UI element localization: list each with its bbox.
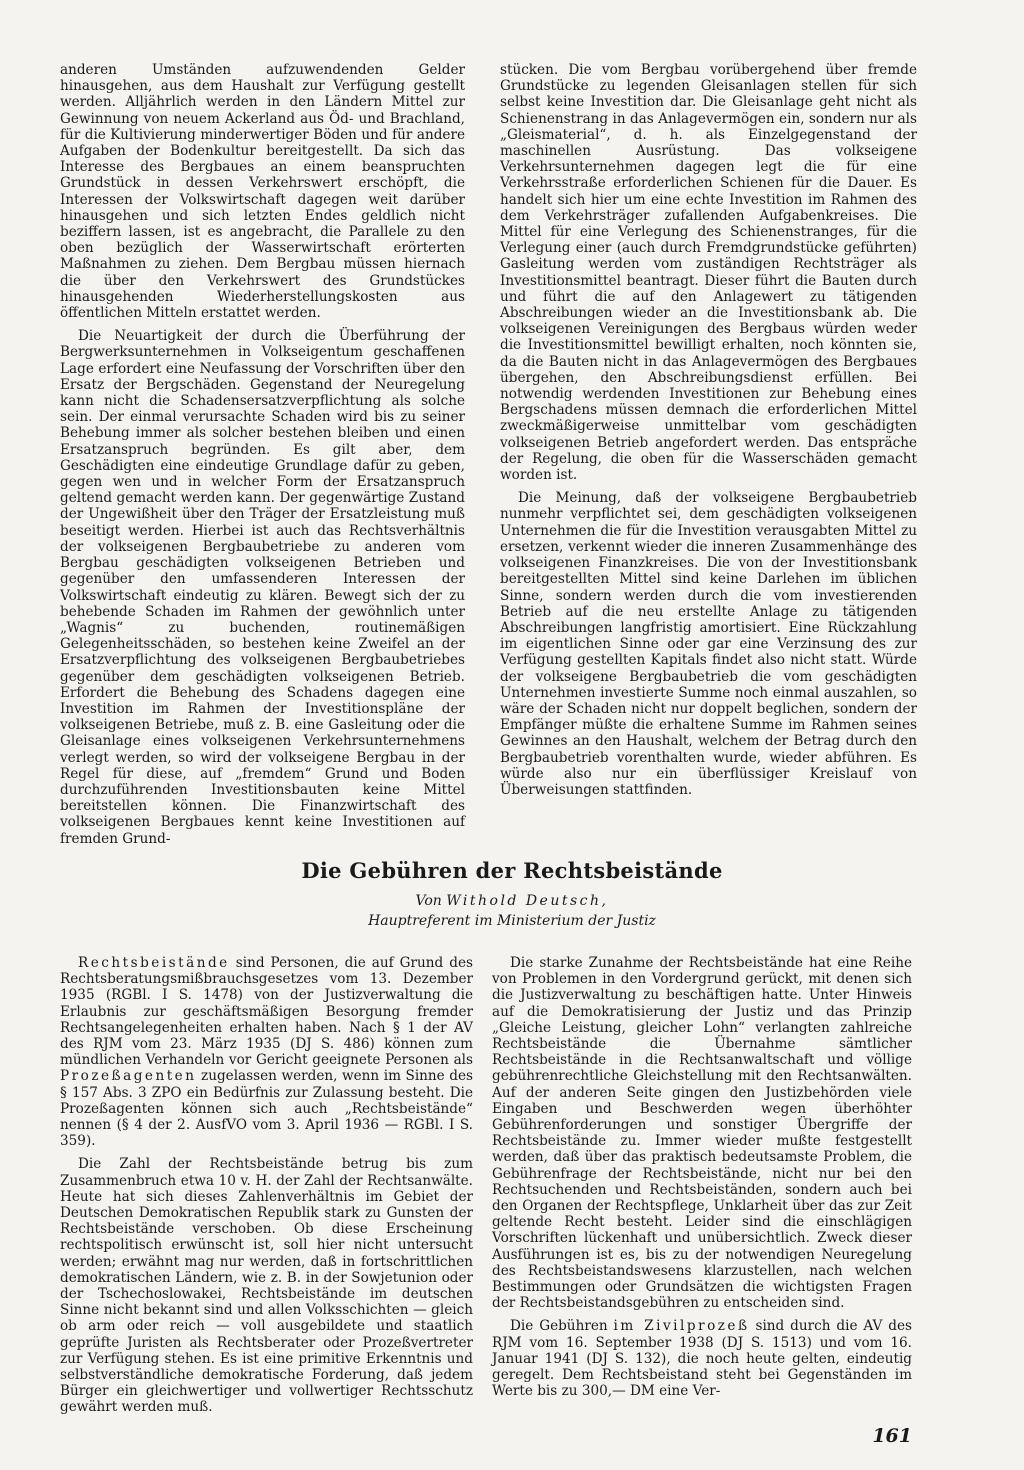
paragraph-text: sind durch die AV des RJM vom 16. September 1938 (DJ S. 1513) und vom 16. Januar 1941 (DJ S. 132), die noch heute gelten, eindeutig geregelt. Dem Rechtsbeistand steht bei Gegenständen im Werte bis zu 300,— DM eine Ver- <box>492 1318 912 1400</box>
paragraph: Die Zahl der Rechtsbeistände betrug bis zum Zusammenbruch etwa 10 v. H. der Zahl der Rechtsanwälte. Heute hat sich dieses Zahlenverhältnis im Gebiet der Deutschen Demokratischen Republik stark zu Gunsten der Rechtsbeistände verschoben. Ob diese Erscheinung rechtspolitisch erwünscht ist, soll hier nicht untersucht werden; erwähnt mag nur werden, daß in fortschrittlichen demokratischen Ländern, wie z. B. in der Sowjetunion oder der Tschechoslowakei, Rechtsbeistände im deutschen Sinne nicht bekannt sind und allen Volksschichten — gleich ob arm oder reich — voll ausgebildete und staatlich geprüfte Juristen als Rechtsberater oder Prozeßvertreter zur Verfügung stehen. Es ist eine primitive Erkenntnis und selbstverständliche demokratische Forderung, daß jedem Bürger ein gleichwertiger und vollwertiger Rechtsschutz gewährt werden muß. <box>60 1156 473 1416</box>
top-right-column <box>500 62 917 805</box>
term-prozessagenten: Prozeßagenten <box>60 1068 197 1085</box>
author-line <box>0 891 1024 911</box>
bottom-left-column <box>60 955 473 1423</box>
author-position: Hauptreferent im Ministerium der Justiz <box>368 913 656 929</box>
author-prefix: Von <box>415 893 442 909</box>
term-rechtsbeistaende: Rechtsbeistände <box>78 955 230 971</box>
article-byline <box>0 891 1024 931</box>
paragraph-text: zugelassen werden, wenn im Sinne des § 157 Abs. 3 ZPO ein Bedürfnis zur Zulassung besteht. Die Prozeßagenten können sich auch „Rechtsbeistände“ nennen (§ 4 der 2. AusfVO vom 3. April 1936 — RGBl. I S. 359). <box>60 1068 473 1150</box>
paragraph <box>492 1318 912 1399</box>
paragraph: anderen Umständen aufzuwendenden Gelder hinausgehen, aus dem Haushalt zur Verfügung gestellt werden. Alljährlich werden in den Ländern Mittel zur Gewinnung von neuem Ackerland aus Öd- und Brachland, für die Kultivierung minderwertiger Böden und für andere Aufgaben der Bodenkultur bereitgestellt. Da sich das Interesse des Bergbaues an einem beanspruchten Grundstück in dessen Verkehrswert erschöpft, die Interessen der Volkswirtschaft dagegen weit darüber hinausgehen und sich letzten Endes geldlich nicht beziffern lassen, ist es angebracht, die Parallele zu den oben bezüglich der Wasserwirtschaft erörterten Maßnahmen zu ziehen. Dem Bergbau müssen hiernach die über den Verkehrswert des Grundstückes hinausgehenden Wiederherstellungskosten aus öffentlichen Mitteln erstattet werden. <box>60 62 465 322</box>
paragraph <box>60 955 473 1149</box>
article-title: Die Gebühren der Rechtsbeistände <box>301 858 723 883</box>
paragraph-text: Die Gebühren <box>510 1318 614 1335</box>
author-name: Withold Deutsch, <box>446 893 609 909</box>
bottom-right-column <box>492 955 912 1406</box>
page-number: 161 <box>872 1425 912 1447</box>
term-zivilprozess: im Zivilprozeß <box>613 1318 750 1335</box>
paragraph-text: sind Personen, die auf Grund des Rechtsberatungsmißbrauchsgesetzes vom 13. Dezember 1935 (RGBl. I S. 1478) von der Justizverwaltung die Erlaubnis zur geschäftsmäßigen Besorgung fremder Rechtsangelegenheiten erhalten haben. Nach § 1 der AV des RJM vom 23. März 1935 (DJ S. 486) können zum mündlichen Verhandeln vor Gericht geeignete Personen als <box>60 955 473 1069</box>
paragraph: Die starke Zunahme der Rechtsbeistände hat eine Reihe von Problemen in den Vordergrund gerückt, mit denen sich die Justizverwaltung zu beschäftigen hatte. Unter Hinweis auf die Demokratisierung der Justiz und das Prinzip „Gleiche Leistung, gleicher Lohn“ verlangten zahlreiche Rechtsbeistände die Übernahme sämtlicher Rechtsbeistände in die Rechtsanwaltschaft und völlige gebührenrechtliche Gleichstellung mit den Rechtsanwälten. Auf der anderen Seite gingen den Justizbehörden viele Eingaben und Beschwerden wegen überhöhter Gebührenforderungen und sonstiger Übergriffe der Rechtsbeistände zu. Immer wieder mußte festgestellt werden, daß über das praktisch bedeutsamste Problem, die Gebührenfrage der Rechtsbeistände, nicht nur bei den Rechtsuchenden und Rechtsbeiständen, sondern auch bei den Organen der Rechtspflege, Unklarheit über das zur Zeit geltende Recht besteht. Leider sind die einschlägigen Vorschriften lückenhaft und unübersichtlich. Zweck dieser Ausführungen ist es, bis zu der notwendigen Neuregelung des Rechtsbeistandswesens klarzustellen, nach welchen Bestimmungen oder Grundsätzen die wichtigsten Fragen der Rechtsbeistandsgebühren zu entscheiden sind. <box>492 955 912 1312</box>
paragraph: Die Neuartigkeit der durch die Überführung der Bergwerksunternehmen in Volkseigentum geschaffenen Lage erfordert eine Neufassung der Vorschriften über den Ersatz der Bergschäden. Gegenstand der Neuregelung kann nicht die Schadensersatzverpflichtung als solche sein. Der einmal verursachte Schaden wird bis zu seiner Behebung immer als solcher bestehen bleiben und einen Ersatzanspruch begründen. Es gilt aber, dem Geschädigten eine eindeutige Grundlage dafür zu geben, gegen wen und in welcher Form der Ersatzanspruch geltend gemacht werden kann. Der gegenwärtige Zustand der Ungewißheit über den Träger der Ersatzleistung muß beseitigt werden. Hierbei ist auch das Rechtsverhältnis der volkseigenen Bergbaubetriebe zu anderen vom Bergbau geschädigten volkseigenen Betrieben und gegenüber den umfassenderen Interessen der Volkswirtschaft eindeutig zu klären. Bewegt sich der zu behebende Schaden im Rahmen der gewöhnlich unter „Wagnis“ zu buchenden, routinemäßigen Gelegenheitsschäden, so bestehen keine Zweifel an der Ersatzverpflichtung des volkseigenen Bergbaubetriebes gegenüber dem geschädigten volkseigenen Betrieb. Erfordert die Behebung des Schadens dagegen eine Investition im Rahmen der Investitionspläne der volkseigenen Betriebe, muß z. B. eine Gasleitung oder die Gleisanlage eines volkseigenen Verkehrsunternehmens verlegt werden, so wird der volkseigene Bergbau in der Regel für diese, auf „fremdem“ Grund und Boden durchzuführenden Investitionsbauten keine Mittel bereitstellen können. Die Finanzwirtschaft des volkseigenen Bergbaues kennt keine Investitionen auf fremden Grund- <box>60 328 465 847</box>
paragraph: Die Meinung, daß der volkseigene Bergbaubetrieb nunmehr verpflichtet sei, dem geschädigten volkseigenen Unternehmen die für die Investition verausgabten Mittel zu ersetzen, verkennt wieder die inneren Zusammenhänge des volkseigenen Finanzkreises. Die von der Investitionsbank bereitgestellten Mittel sind keine Darlehen im üblichen Sinne, sondern werden durch die vom investierenden Betrieb auf die neu erstellte Anlage zu tätigenden Abschreibungen langfristig amortisiert. Eine Rückzahlung im eigentlichen Sinne oder gar eine Verzinsung des zur Verfügung gestellten Kapitals findet also nicht statt. Würde der volkseigene Bergbaubetrieb die vom geschädigten Unternehmen investierte Summe noch einmal auszahlen, so wäre der Schaden nicht nur doppelt beglichen, sondern der Empfänger müßte die erhaltene Summe im Rahmen seines Gewinnes an den Haushalt, welchem der Betrag durch den Bergbaubetrieb vorenthalten wurde, wieder abführen. Es würde also nur ein überflüssiger Kreislauf von Überweisungen stattfinden. <box>500 490 917 798</box>
top-left-column <box>60 62 465 854</box>
paragraph: stücken. Die vom Bergbau vorübergehend über fremde Grundstücke zu legenden Gleisanlagen stellen für sich selbst keine Investition dar. Die Gleisanlage geht nicht als Schienenstrang in das Anlagevermögen ein, sondern nur als „Gleismaterial“, d. h. als Einzelgegenstand der maschinellen Ausrüstung. Das volkseigene Verkehrsunternehmen dagegen legt die für eine Verkehrsstraße erforderlichen Schienen für die Dauer. Es handelt sich hier um eine echte Investition im Rahmen des dem Verkehrsträger zufallenden Aufgabenkreises. Die Mittel für eine Verlegung des Schienenstranges, für die Verlegung einer (auch durch Fremdgrundstücke geführten) Gasleitung werden vom zuständigen Rechtsträger als Investitionsmittel beantragt. Dieser führt die Bauten durch und führt die auf den Anlagewert zu tätigenden Abschreibungen wieder an die Investitionsbank ab. Die volkseigenen Vereinigungen des Bergbaus würden weder die Investitionsmittel bewilligt erhalten, noch könnten sie, da die Bauten nicht in das Anlagevermögen des Bergbaues übergehen, den Abschreibungsdienst erfüllen. Bei notwendig werdenden Investitionen zur Behebung eines Bergschadens müssen demnach die erforderlichen Mittel zweckmäßigerweise unmittelbar vom geschädigten volkseigenen Betrieb angefordert werden. Das entspräche der Regelung, die oben für die Wasserschäden gemacht worden ist. <box>500 62 917 484</box>
